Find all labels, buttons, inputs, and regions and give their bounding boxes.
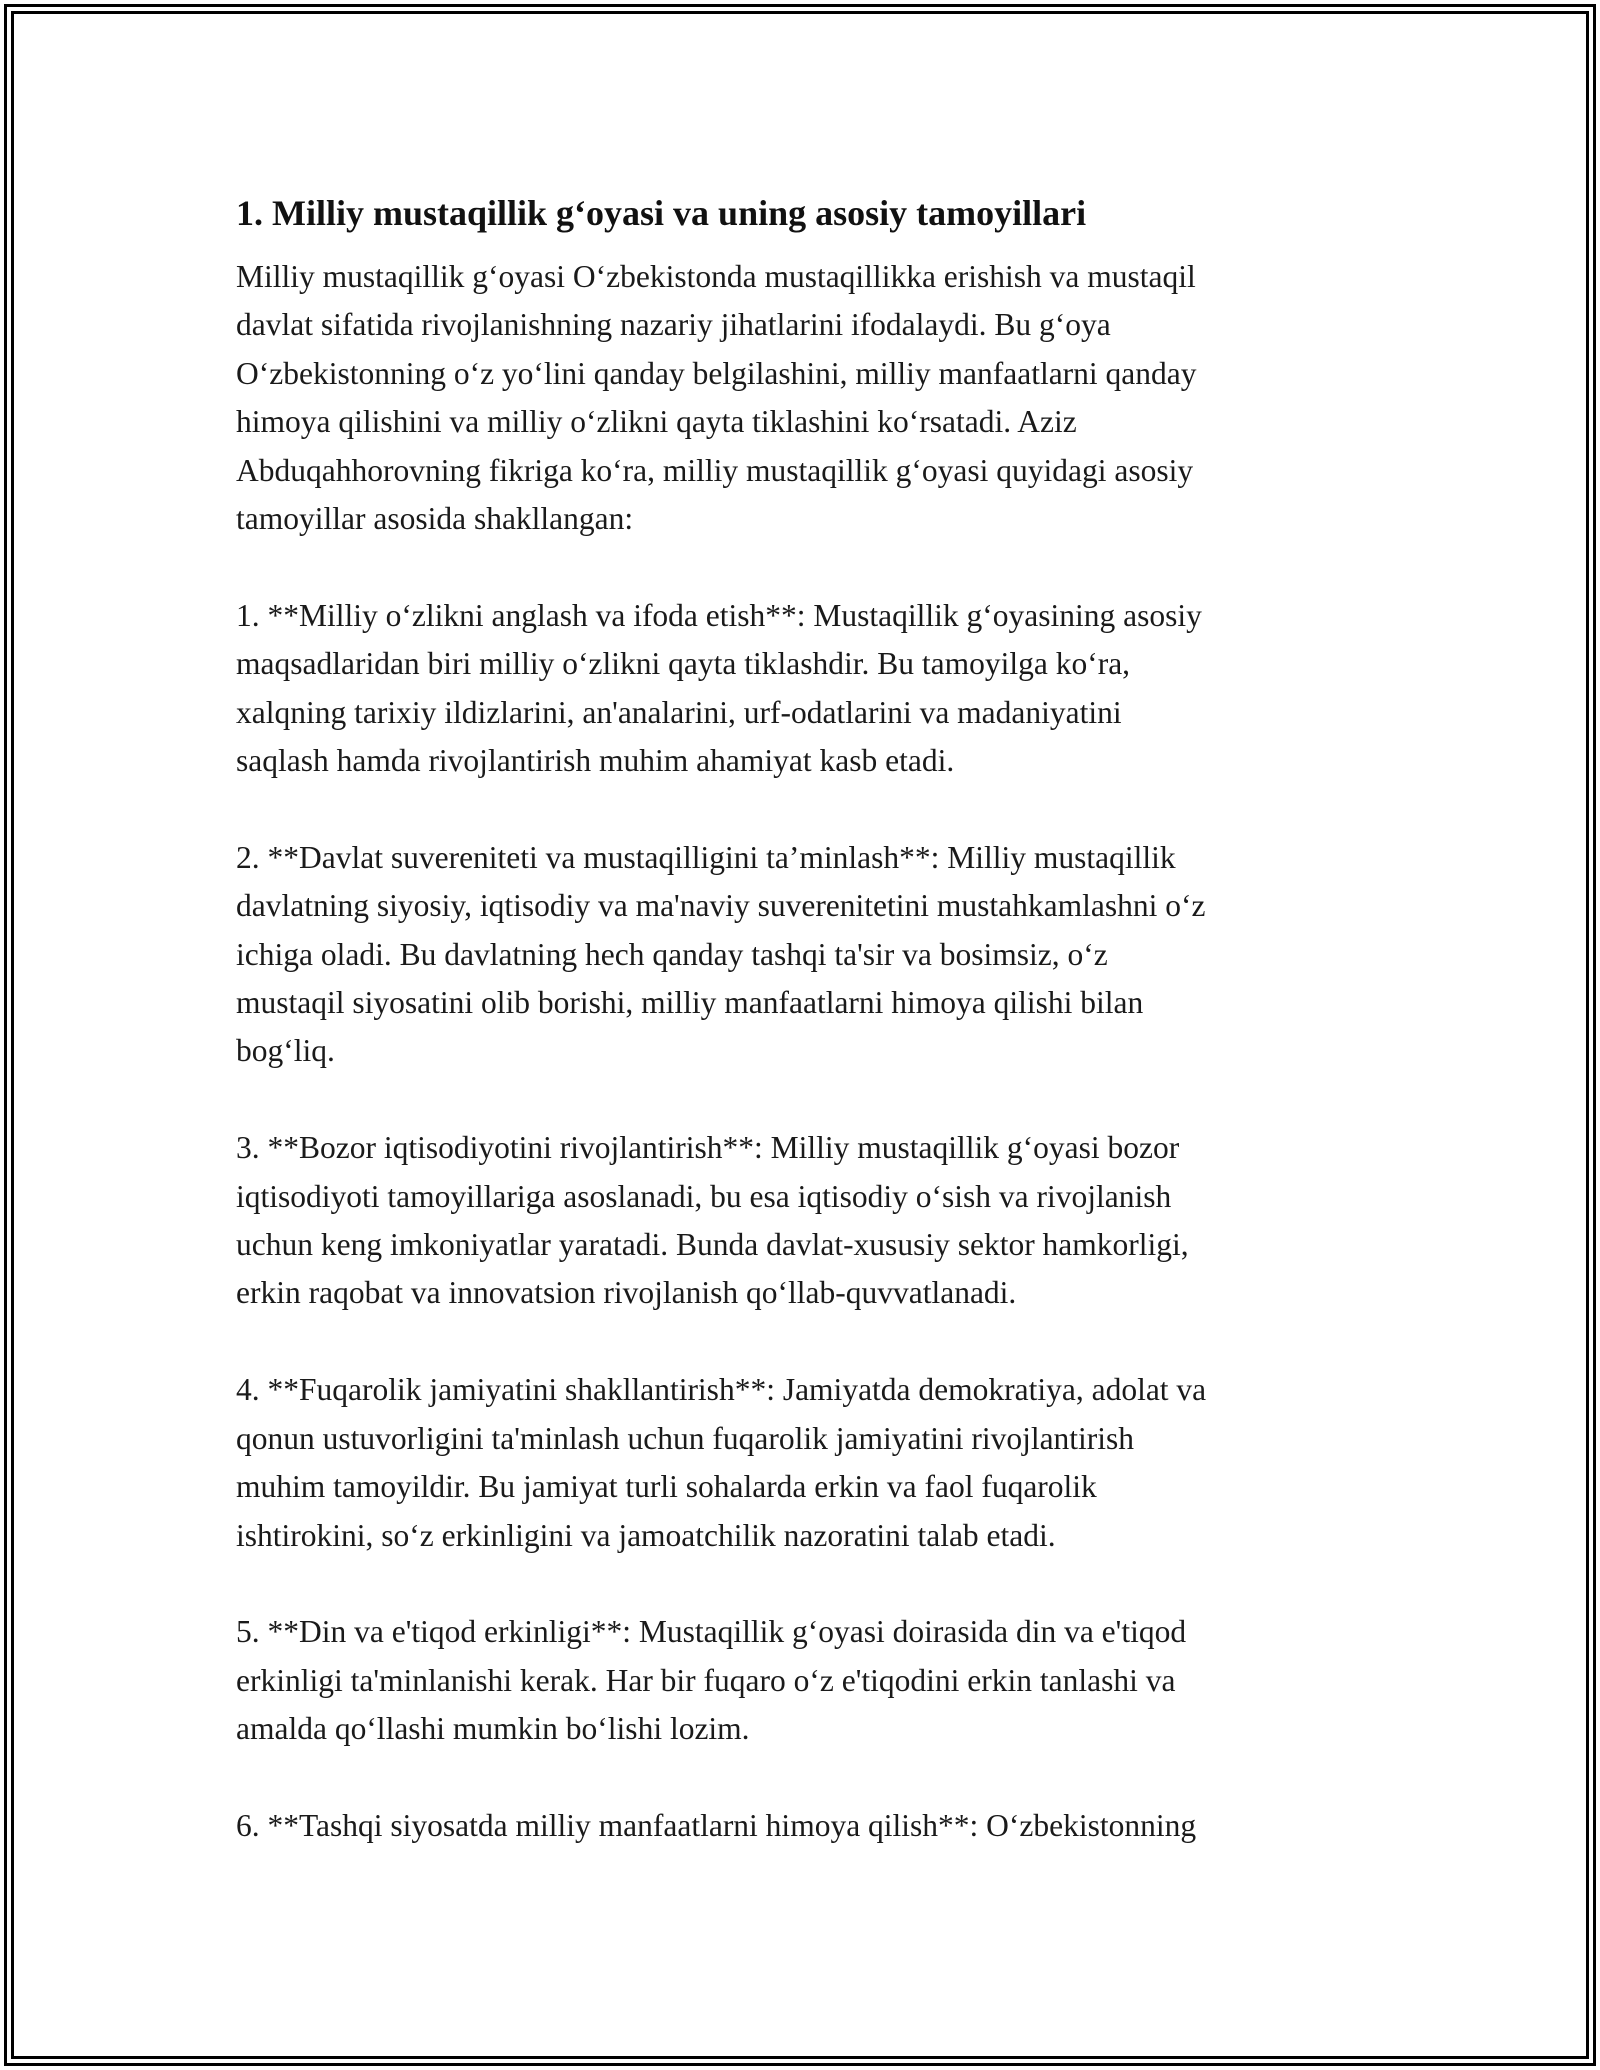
paragraph-principle-2: 2. **Davlat suvereniteti va mustaqilligini ta’minlash**: Milliy mustaqillik davlatning siyosiy, iqtisodiy va ma'naviy suverenitetini mustahkamlashni o‘z ichiga oladi. Bu davlatning hech qanday tashqi ta'sir va bosimsiz, o‘z mustaqil siyosatini olib borishi, milliy manfaatlarni himoya qilishi bilan bog‘liq. (236, 839, 1206, 1069)
section-heading: 1. Milliy mustaqillik g‘oyasi va uning asosiy tamoyillari (236, 193, 1087, 233)
paragraph-principle-3: 3. **Bozor iqtisodiyotini rivojlantirish**: Milliy mustaqillik g‘oyasi bozor iqtisodiyoti tamoyillariga asoslanadi, bu esa iqtisodiy o‘sish va rivojlanish uchun keng imkoniyatlar yaratadi. Bunda davlat-xususiy sektor hamkorligi, erkin raqobat va innovatsion rivojlanish qo‘llab-quvvatlanadi. (236, 1130, 1189, 1311)
paragraph-principle-4: 4. **Fuqarolik jamiyatini shakllantirish**: Jamiyatda demokratiya, adolat va qonun ustuvorligini ta'minlash uchun fuqarolik jamiyatini rivojlantirish muhim tamoyildir. Bu jamiyat turli sohalarda erkin va faol fuqarolik ishtirokini, so‘z erkinligini va jamoatchilik nazoratini talab etadi. (236, 1372, 1207, 1553)
paragraph-principle-1: 1. **Milliy o‘zlikni anglash va ifoda etish**: Mustaqillik g‘oyasining asosiy maqsadlaridan biri milliy o‘zlikni qayta tiklashdir. Bu tamoyilga ko‘ra, xalqning tarixiy ildizlarini, an'analarini, urf-odatlarini va madaniyatini saqlash hamda rivojlantirish muhim ahamiyat kasb etadi. (236, 597, 1202, 779)
document-body (236, 185, 1376, 1899)
paragraph-intro: Milliy mustaqillik g‘oyasi O‘zbekistonda mustaqillikka erishish va mustaqil davlat sifatida rivojlanishning nazariy jihatlarini ifodalaydi. Bu g‘oya O‘zbekistonning o‘z yo‘lini qanday belgilashini, milliy manfaatlarni qanday himoya qilishini va milliy o‘zlikni qayta tiklashini ko‘rsatadi. Aziz Abduqahhorovning fikriga ko‘ra, milliy mustaqillik g‘oyasi quyidagi asosiy tamoyillar asosida shakllangan: (236, 259, 1197, 537)
paragraph-principle-5: 5. **Din va e'tiqod erkinligi**: Mustaqillik g‘oyasi doirasida din va e'tiqod erkinligi ta'minlanishi kerak. Har bir fuqaro o‘z e'tiqodini erkin tanlashi va amalda qo‘llashi mumkin bo‘lishi lozim. (236, 1614, 1187, 1747)
paragraph-principle-6: 6. **Tashqi siyosatda milliy manfaatlarni himoya qilish**: O‘zbekistonning (236, 1807, 1197, 1843)
